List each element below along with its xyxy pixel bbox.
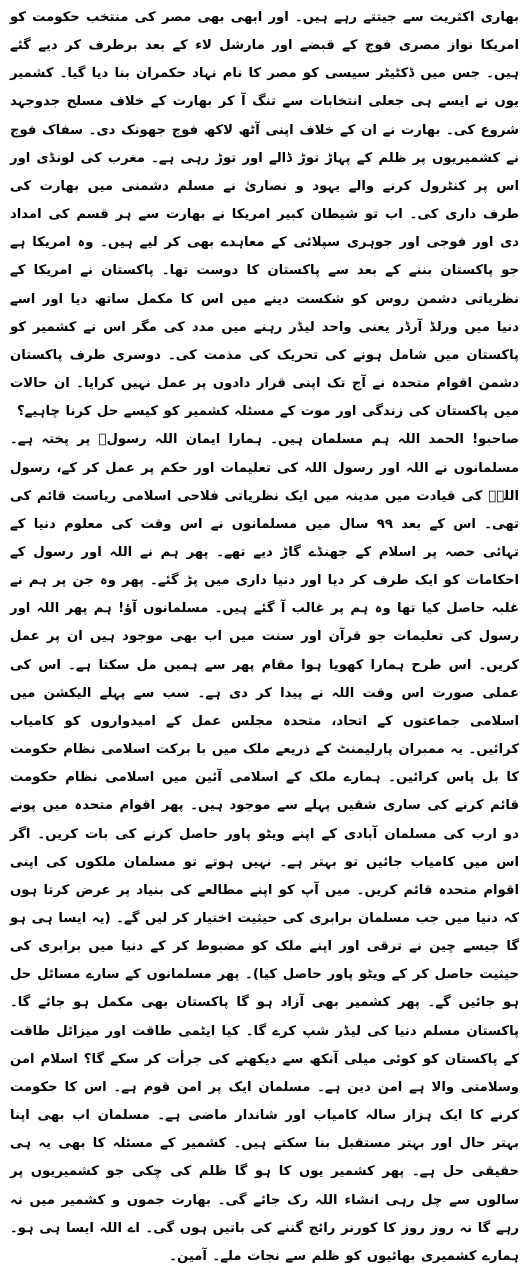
article-paragraph-2: صاحبو! الحمد اللہ ہم مسلمان ہیں۔ ہمارا ایمان اللہ رسولؐ پر پختہ ہے۔ مسلمانوں نے اللہ اور رسول اللہ کی تعلیمات اور حکم پر عمل کر کے، رسول اللہؐ کی قیادت میں مدینہ میں ایک نظریاتی فلاحی اسلامی ریاست قائم کی تھی۔ اس کے بعد ۹۹ سال میں مسلمانوں نے اس وقت کی معلوم دنیا کے تہائی حصہ پر اسلام کے جھنڈے گاڑ دیے تھے۔ پھر ہم نے اللہ اور رسول کے احکامات کو ایک طرف کر دیا اور دنیا داری میں پڑ گئے۔ پھر وہ جن پر ہم نے غلبہ حاصل کیا تھا وہ ہم پر غالب آ گئے ہیں۔ مسلمانوں آؤ! ہم پھر اللہ اور رسول کی تعلیمات جو قرآن اور سنت میں اب بھی موجود ہیں ان پر عمل کریں۔ اس طرح ہمارا کھویا ہوا مقام پھر سے ہمیں مل سکتا ہے۔ اس کی عملی صورت اس وقت اللہ نے پیدا کر دی ہے۔ سب سے پہلے الیکشن میں اسلامی جماعتوں کے اتحاد، متحدہ مجلس عمل کے امیدواروں کو کامیاب کرائیں۔ یہ ممبران پارلیمنٹ کے ذریعے ملک میں با برکت اسلامی نظام حکومت کا بل پاس کرائیں۔ ہمارے ملک کے اسلامی آئین میں اسلامی نظام حکومت قائم کرنے کی ساری شقیں پہلے سے موجود ہیں۔ پھر اقوام متحدہ میں پونے دو ارب کی مسلمان آبادی کے اپنے ویٹو پاور حاصل کرنے کی بات کریں۔ اگر اس میں کامیاب جائیں تو بہتر ہے۔ نہیں ہوتے تو مسلمان ملکوں کی اپنی اقوام متحدہ قائم کریں۔ میں آپ کو اپنے مطالعے کی بنیاد پر عرض کرتا ہوں کہ دنیا میں جب مسلمان برابری کی حیثیت اختیار کر لیں گے۔ (یہ ایسا ہی ہو گا جیسے چین نے ترقی اور اپنے ملک کو مضبوط کر کے دنیا میں برابری کی حیثیت حاصل کر کے ویٹو پاور حاصل کیا)۔ پھر مسلمانوں کے سارے مسائل حل ہو جائیں گے۔ پھر کشمیر بھی آزاد ہو گا پاکستان بھی مکمل ہو جائے گا۔ پاکستان مسلم دنیا کی لیڈر شپ کرے گا۔ کیا ایٹمی طاقت اور میزائل طاقت کے پاکستان کو کوئی میلی آنکھ سے دیکھنے کی جرأت کر سکے گا؟ اسلام امن وسلامتی والا ہے امن دین ہے۔ مسلمان ایک پر امن قوم ہے۔ اس کا حکومت کرنے کا ایک ہزار سالہ کامیاب اور شاندار ماضی ہے۔ مسلمان اب بھی اپنا بہتر حال اور بہتر مستقبل بنا سکتے ہیں۔ کشمیر کے مسئلہ کا بھی یہ ہی حقیقی حل ہے۔ پھر کشمیر یوں کا ہو گا ظلم کی چکی جو کشمیریوں پر سالوں سے چل رہی انشاء اللہ رک جائے گی۔ بھارت جموں و کشمیر میں نہ رہے گا نہ روز روز کا کورنر رائج گننے کی باتیں ہوں گی۔ اے اللہ ایسا ہی ہو۔ ہمارے کشمیری بھائیوں کو ظلم سے نجات ملے۔ آمین۔	[10, 432, 519, 1264]
article-paragraph-1: بھاری اکثریت سے جیتتے رہے ہیں۔ اور ابھی بھی مصر کی منتخب حکومت کو امریکا نواز مصری فوج کے قبضے اور مارشل لاء کے بعد برطرف کر دیے گئے ہیں۔ جس میں ڈکٹیٹر سیسی کو مصر کا نام نہاد حکمران بنا دیا گیا۔ کشمیر یوں نے ایسے ہی جعلی انتخابات سے تنگ آ کر بھارت کے خلاف مسلح جدوجہد شروع کی۔ بھارت نے ان کے خلاف اپنی آٹھ لاکھ فوج جھونک دی۔ سفاک فوج نے کشمیریوں پر ظلم کے پہاڑ توڑ ڈالے اور توڑ رہی ہے۔ مغرب کی لونڈی اور اس پر کنٹرول کرنے والے یہود و نصاریٰ نے مسلم دشمنی میں بھارت کی طرف داری کی۔ اب تو شیطان کبیر امریکا نے بھارت سے ہر قسم کی امداد دی اور فوجی اور جوہری سپلائی کے معاہدے بھی کر لیے ہیں۔ وہ امریکا ہے جو پاکستان بننے کے بعد سے پاکستان کا دوست تھا۔ پاکستان نے امریکا کے نظریاتی دشمن روس کو شکست دینے میں اس کا مکمل ساتھ دیا اور اسے دنیا میں ورلڈ آرڈر یعنی واحد لیڈر رہنے میں مدد کی مگر اس نے کشمیر کو پاکستان میں شامل ہونے کی تحریک کی مذمت کی۔ دوسری طرف پاکستان دشمن اقوام متحدہ نے آج تک اپنی قرار دادوں پر عمل نہیں کرایا۔ ان حالات میں پاکستان کی زندگی اور موت کے مسئلہ کشمیر کو کیسے حل کرنا چاہیے؟	[10, 10, 519, 420]
